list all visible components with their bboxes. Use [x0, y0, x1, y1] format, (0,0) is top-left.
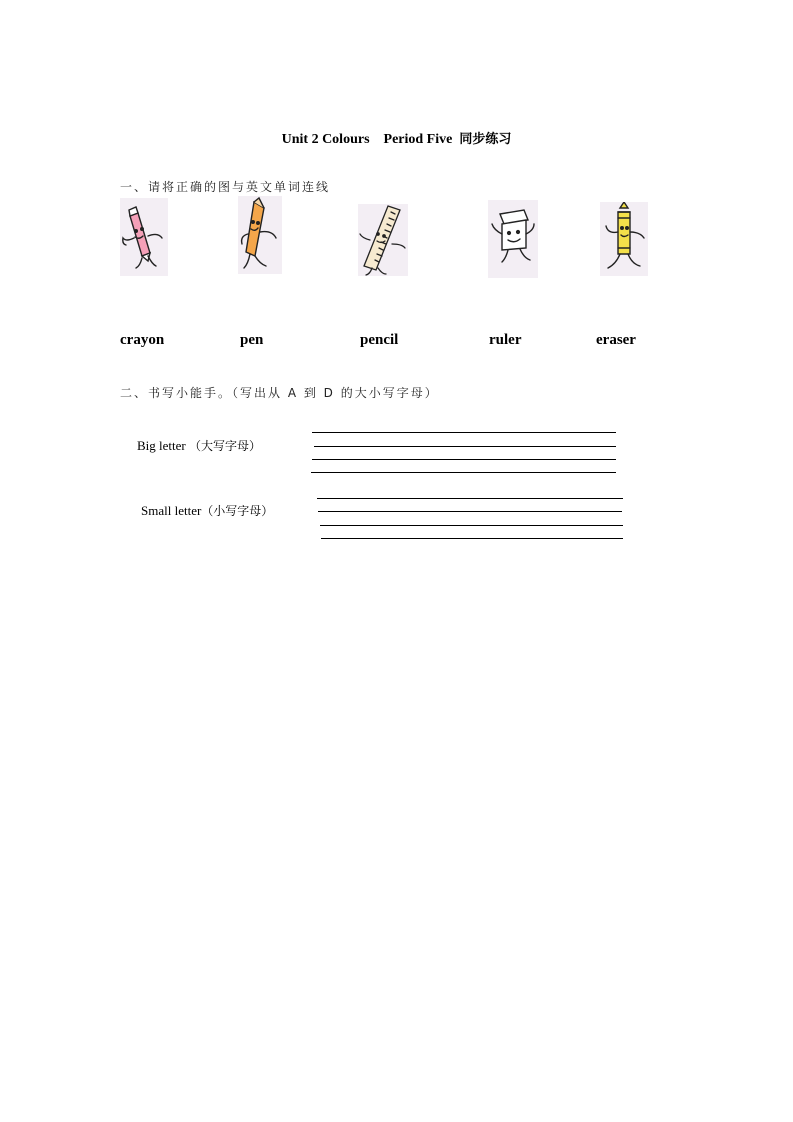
word-crayon: crayon [120, 332, 165, 348]
big-letter-writing-line[interactable] [312, 432, 616, 433]
eraser-character-icon [488, 200, 538, 278]
big-letter-writing-line[interactable] [311, 472, 616, 473]
big-letter-label-en: Big letter [137, 438, 186, 453]
page-title [0, 128, 793, 148]
big-letter-writing-line[interactable] [314, 446, 616, 447]
pen-character-icon [120, 198, 168, 276]
small-letter-writing-line[interactable] [320, 525, 623, 526]
small-letter-writing-line[interactable] [318, 511, 622, 512]
title-english: Unit 2 Colours Period Five [281, 132, 453, 147]
small-letter-label [141, 502, 273, 519]
pen-picture [120, 198, 168, 276]
big-letter-writing-line[interactable] [312, 459, 616, 460]
ruler-picture [358, 204, 408, 276]
small-letter-writing-line[interactable] [317, 498, 623, 499]
small-letter-label-en: Small letter [141, 503, 202, 518]
word-pencil: pencil [360, 332, 399, 348]
eraser-picture [488, 200, 538, 278]
ruler-character-icon [358, 204, 408, 276]
crayon-character-icon [600, 202, 648, 276]
big-letter-label-zh: （大写字母） [189, 439, 262, 453]
big-letter-label [137, 437, 261, 454]
word-ruler: ruler [489, 332, 522, 348]
small-letter-writing-line[interactable] [321, 538, 623, 539]
word-eraser: eraser [596, 332, 636, 348]
pencil-character-icon [238, 196, 282, 274]
section-1-heading: 一、请将正确的图与英文单词连线 [120, 180, 331, 194]
small-letter-label-zh: （小写字母） [201, 504, 274, 518]
title-chinese: 同步练习 [459, 132, 512, 147]
crayon-picture [600, 202, 648, 276]
word-pen: pen [240, 332, 264, 348]
section-2-heading: 二、书写小能手。（写出从 A 到 D 的大小写字母） [120, 386, 439, 400]
pencil-picture [238, 196, 282, 274]
